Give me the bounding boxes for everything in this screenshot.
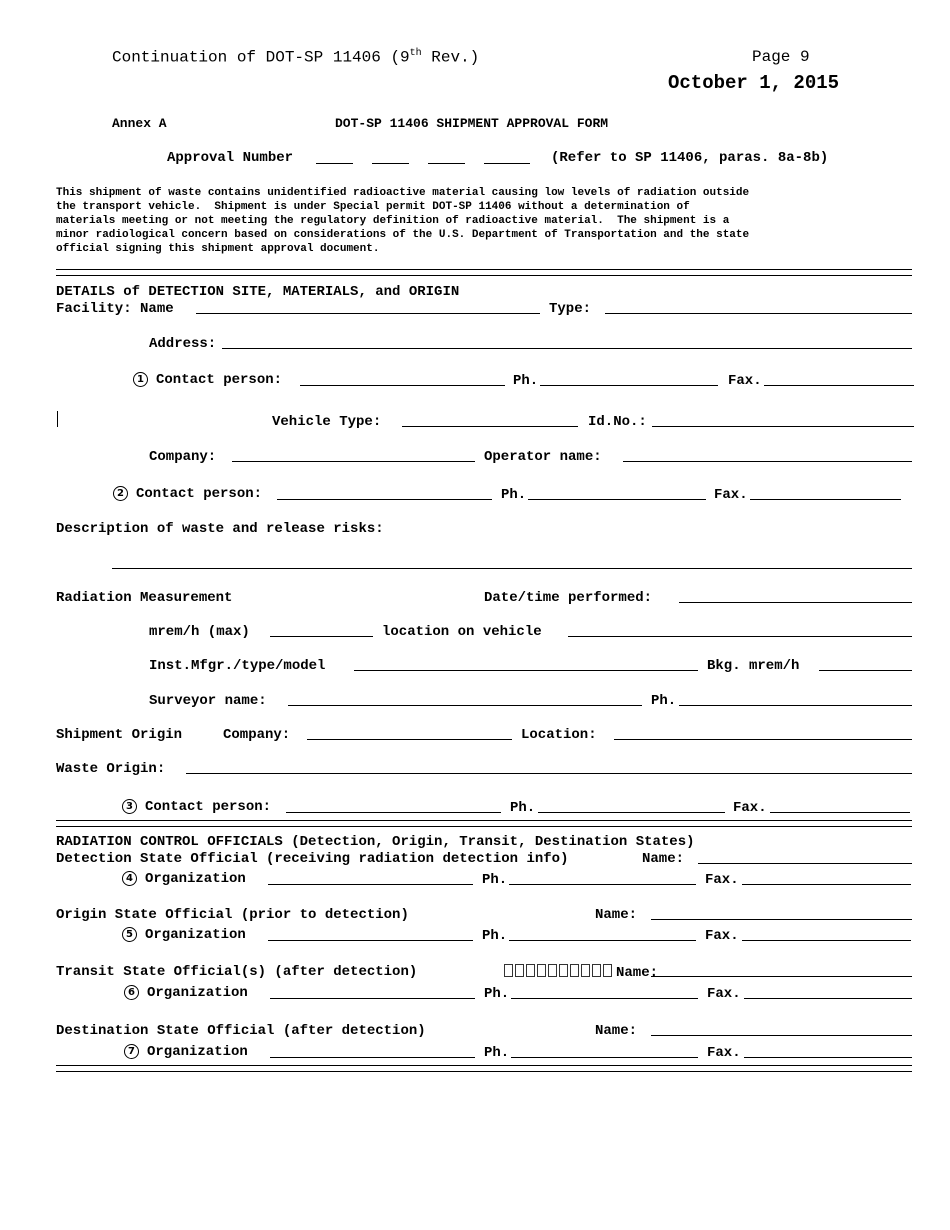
number-1-icon: 1 (133, 372, 148, 387)
destination-official-label: Destination State Official (after detection) (56, 1023, 426, 1039)
approval-number-label: Approval Number (167, 150, 294, 166)
origin-official-name-label: Name: (595, 907, 638, 923)
contact-1-fax-field[interactable] (764, 385, 914, 386)
destination-ph-field[interactable] (511, 1057, 698, 1058)
origin-official-label: Origin State Official (prior to detection) (56, 907, 409, 923)
vehicle-company-label: Company: (149, 449, 217, 465)
contact-1-label: 1 Contact person: (133, 372, 282, 388)
operator-name-field[interactable] (623, 461, 912, 462)
instrument-field[interactable] (354, 670, 698, 671)
origin-company-field[interactable] (307, 739, 512, 740)
destination-fax-field[interactable] (744, 1057, 912, 1058)
transit-name-label: Name: (504, 964, 658, 981)
form-title: DOT-SP 11406 SHIPMENT APPROVAL FORM (335, 116, 609, 131)
missing-glyph-boxes (504, 964, 614, 981)
facility-type-field[interactable] (605, 313, 912, 314)
waste-origin-field[interactable] (186, 773, 912, 774)
origin-fax-label: Fax. (705, 928, 739, 944)
page-number: Page 9 (752, 48, 810, 66)
instrument-label: Inst.Mfgr./type/model (149, 658, 326, 674)
detection-org-label: 4 Organization (122, 871, 246, 887)
contact-2-fax-label: Fax. (714, 487, 748, 503)
number-7-icon: 7 (124, 1044, 139, 1059)
officials-heading: RADIATION CONTROL OFFICIALS (Detection, Origin, Transit, Destination States) (56, 834, 695, 850)
approval-number-field-2[interactable] (372, 163, 409, 164)
location-on-vehicle-field[interactable] (568, 636, 912, 637)
destination-name-field[interactable] (651, 1035, 912, 1036)
origin-official-name-field[interactable] (651, 919, 912, 920)
destination-ph-label: Ph. (484, 1045, 510, 1061)
vehicle-type-label: Vehicle Type: (272, 414, 382, 430)
separator-2 (56, 820, 912, 827)
vehicle-company-field[interactable] (232, 461, 475, 462)
facility-name-field[interactable] (196, 313, 540, 314)
destination-org-label: 7 Organization (124, 1044, 248, 1060)
destination-org-field[interactable] (270, 1057, 475, 1058)
approval-refer-note: (Refer to SP 11406, paras. 8a-8b) (551, 150, 829, 166)
approval-number-field-3[interactable] (428, 163, 465, 164)
separator-1 (56, 269, 912, 276)
transit-name-field[interactable] (651, 976, 912, 977)
waste-description-field[interactable] (112, 568, 912, 569)
destination-name-label: Name: (595, 1023, 638, 1039)
detection-official-label: Detection State Official (receiving radiation detection info) (56, 851, 569, 867)
destination-fax-label: Fax. (707, 1045, 741, 1061)
continuation-header: Continuation of DOT-SP 11406 (9th Rev.) (112, 48, 480, 67)
number-2-icon: 2 (113, 486, 128, 501)
surveyor-ph-field[interactable] (679, 705, 912, 706)
intro-paragraph: This shipment of waste contains unidentified radioactive material causing low levels of radiation outside the transport vehicle. Shipment is under Special permit DOT-SP 11406 without a determination of materials meeting or not meeting the regulatory definition of radioactive material. The shipment is a minor radiological concern based on considerations of the U.S. Department of Transportation and the state official signing this shipment approval document. (56, 187, 750, 255)
contact-3-field[interactable] (286, 812, 501, 813)
annex-label: Annex A (112, 116, 167, 131)
transit-ph-label: Ph. (484, 986, 510, 1002)
contact-3-ph-label: Ph. (510, 800, 536, 816)
surveyor-name-field[interactable] (288, 705, 642, 706)
origin-location-field[interactable] (614, 739, 912, 740)
contact-1-ph-label: Ph. (513, 373, 539, 389)
contact-1-fax-label: Fax. (728, 373, 762, 389)
origin-location-label: Location: (521, 727, 597, 743)
text-cursor (57, 411, 58, 427)
number-6-icon: 6 (124, 985, 139, 1000)
superscript: th (409, 48, 422, 59)
transit-fax-field[interactable] (744, 998, 912, 999)
detection-name-field[interactable] (698, 863, 912, 864)
contact-3-fax-field[interactable] (770, 812, 910, 813)
origin-ph-field[interactable] (509, 940, 696, 941)
facility-name-label: Facility: Name (56, 301, 174, 317)
contact-1-field[interactable] (300, 385, 505, 386)
detection-ph-field[interactable] (509, 884, 696, 885)
shipment-origin-label: Shipment Origin (56, 727, 183, 743)
contact-2-fax-field[interactable] (750, 499, 901, 500)
detection-fax-label: Fax. (705, 872, 739, 888)
contact-2-field[interactable] (277, 499, 492, 500)
details-heading: DETAILS of DETECTION SITE, MATERIALS, and ORIGIN (56, 284, 460, 300)
contact-2-ph-label: Ph. (501, 487, 527, 503)
address-field[interactable] (222, 348, 912, 349)
surveyor-name-label: Surveyor name: (149, 693, 267, 709)
radiation-measurement-label: Radiation Measurement (56, 590, 233, 606)
date-time-field[interactable] (679, 602, 912, 603)
location-on-vehicle-label: location on vehicle (382, 624, 542, 640)
number-5-icon: 5 (122, 927, 137, 942)
contact-3-fax-label: Fax. (733, 800, 767, 816)
origin-fax-field[interactable] (742, 940, 911, 941)
background-mrem-field[interactable] (819, 670, 912, 671)
transit-fax-label: Fax. (707, 986, 741, 1002)
number-4-icon: 4 (122, 871, 137, 886)
approval-number-field-1[interactable] (316, 163, 353, 164)
transit-official-label: Transit State Official(s) (after detection) (56, 964, 418, 980)
contact-2-ph-field[interactable] (528, 499, 706, 500)
approval-number-field-4[interactable] (484, 163, 530, 164)
waste-origin-label: Waste Origin: (56, 761, 166, 777)
number-3-icon: 3 (122, 799, 137, 814)
detection-org-field[interactable] (268, 884, 473, 885)
waste-description-label: Description of waste and release risks: (56, 521, 384, 537)
detection-name-label: Name: (642, 851, 685, 867)
mrem-max-field[interactable] (270, 636, 373, 637)
origin-org-field[interactable] (268, 940, 473, 941)
separator-3 (56, 1065, 912, 1072)
detection-ph-label: Ph. (482, 872, 508, 888)
contact-3-label: 3 Contact person: (122, 799, 271, 815)
transit-org-field[interactable] (270, 998, 475, 999)
contact-1-ph-field[interactable] (540, 385, 718, 386)
contact-3-ph-field[interactable] (538, 812, 725, 813)
facility-type-label: Type: (549, 301, 592, 317)
origin-company-label: Company: (223, 727, 291, 743)
date-time-label: Date/time performed: (484, 590, 653, 606)
address-label: Address: (149, 336, 217, 352)
origin-org-label: 5 Organization (122, 927, 246, 943)
origin-ph-label: Ph. (482, 928, 508, 944)
contact-2-label: 2 Contact person: (113, 486, 262, 502)
document-date: October 1, 2015 (668, 72, 840, 94)
vehicle-id-field[interactable] (652, 426, 914, 427)
vehicle-type-field[interactable] (402, 426, 578, 427)
mrem-max-label: mrem/h (max) (149, 624, 250, 640)
transit-org-label: 6 Organization (124, 985, 248, 1001)
background-mrem-label: Bkg. mrem/h (707, 658, 800, 674)
vehicle-id-label: Id.No.: (588, 414, 647, 430)
surveyor-ph-label: Ph. (651, 693, 677, 709)
operator-name-label: Operator name: (484, 449, 602, 465)
transit-ph-field[interactable] (511, 998, 698, 999)
detection-fax-field[interactable] (742, 884, 911, 885)
